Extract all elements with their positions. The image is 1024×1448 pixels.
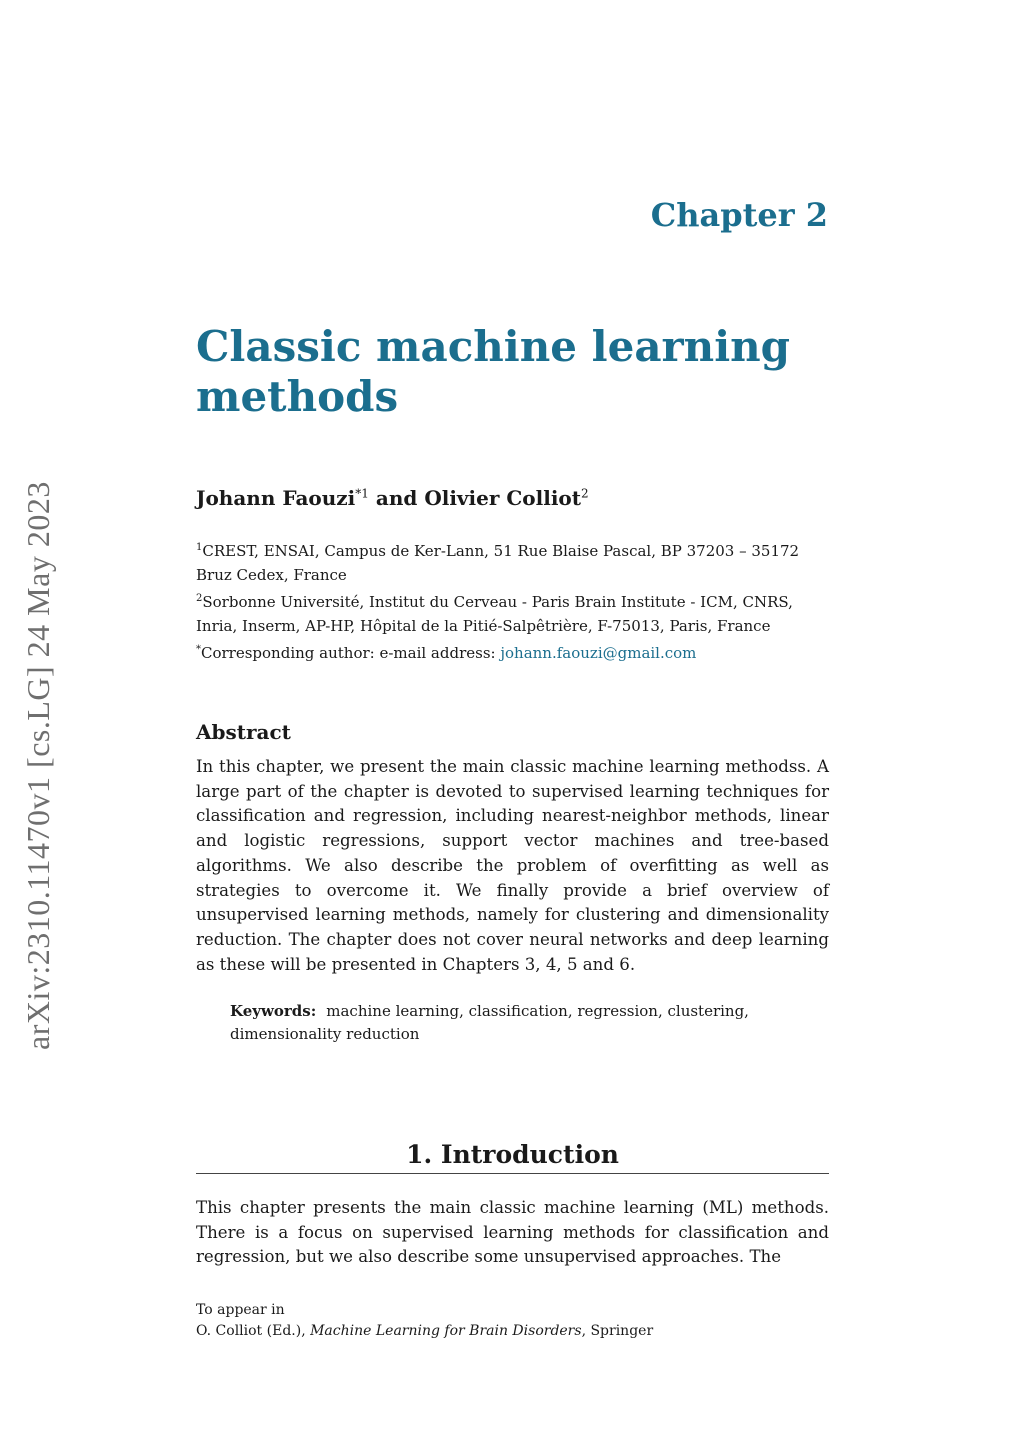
author-affiliation-mark: 2 <box>581 486 589 501</box>
footnote-line-2 <box>196 1321 829 1342</box>
affiliation-text: CREST, ENSAI, Campus de Ker-Lann, 51 Rue Blaise Pascal, BP 37203 – 35172 Bruz Cedex, France <box>196 542 800 584</box>
affiliation-2 <box>196 587 829 638</box>
corresponding-mark: * <box>196 644 201 655</box>
affiliation-1 <box>196 536 829 587</box>
abstract-heading: Abstract <box>196 720 291 744</box>
keywords-list: machine learning, classification, regression, clustering, dimensionality reduction <box>230 1002 749 1043</box>
publication-footnote <box>196 1300 829 1342</box>
author-affiliation-mark: *1 <box>355 486 369 501</box>
author-line <box>196 486 829 510</box>
arxiv-identifier-stamp: arXiv:2310.11470v1 [cs.LG] 24 May 2023 <box>20 481 56 1050</box>
keywords-block <box>230 1000 810 1046</box>
corresponding-label: Corresponding author: e-mail address: <box>201 644 501 662</box>
affiliation-mark: 1 <box>196 542 203 553</box>
email-link[interactable]: johann.faouzi@gmail.com <box>500 644 697 662</box>
footnote-book-title: Machine Learning for Brain Disorders <box>310 1323 582 1339</box>
affiliation-text: Sorbonne Université, Institut du Cerveau - Paris Brain Institute - ICM, CNRS, Inria, Inserm, AP-HP, Hôpital de la Pitié-Salpêtrière, F-75013, Paris, France <box>196 593 793 635</box>
footnote-line-1: To appear in <box>196 1302 285 1318</box>
author-name: Olivier Colliot <box>424 486 582 510</box>
affiliations-block <box>196 536 829 666</box>
corresponding-author <box>196 638 829 666</box>
footnote-publisher: , Springer <box>581 1323 654 1339</box>
introduction-body: This chapter presents the main classic machine learning (ML) methods. There is a focus on supervised learning methods for classification and regression, but we also describe some unsupervised approaches. The <box>196 1198 829 1267</box>
affiliation-mark: 2 <box>196 593 203 604</box>
keywords-label: Keywords: <box>230 1002 317 1020</box>
author-conjunction: and <box>375 486 418 510</box>
author-name: Johann Faouzi <box>196 486 356 510</box>
chapter-title: Classic machine learning methods <box>196 322 791 421</box>
footnote-editor: O. Colliot (Ed.), <box>196 1323 311 1339</box>
section-heading-introduction: 1. Introduction <box>196 1140 829 1174</box>
abstract-body: In this chapter, we present the main classic machine learning methodss. A large part of the chapter is devoted to supervised learning techniques for classification and regression, including nearest-neighbor methods, linear and logistic regressions, support vector machines and tree-based algorithms. We also describe the problem of overfitting as well as strategies to overcome it. We finally provide a brief overview of unsupervised learning methods, namely for clustering and dimensionality reduction. The chapter does not cover neural networks and deep learning as these will be presented in Chapters 3, 4, 5 and 6. <box>196 757 829 974</box>
chapter-label: Chapter 2 <box>650 196 828 234</box>
